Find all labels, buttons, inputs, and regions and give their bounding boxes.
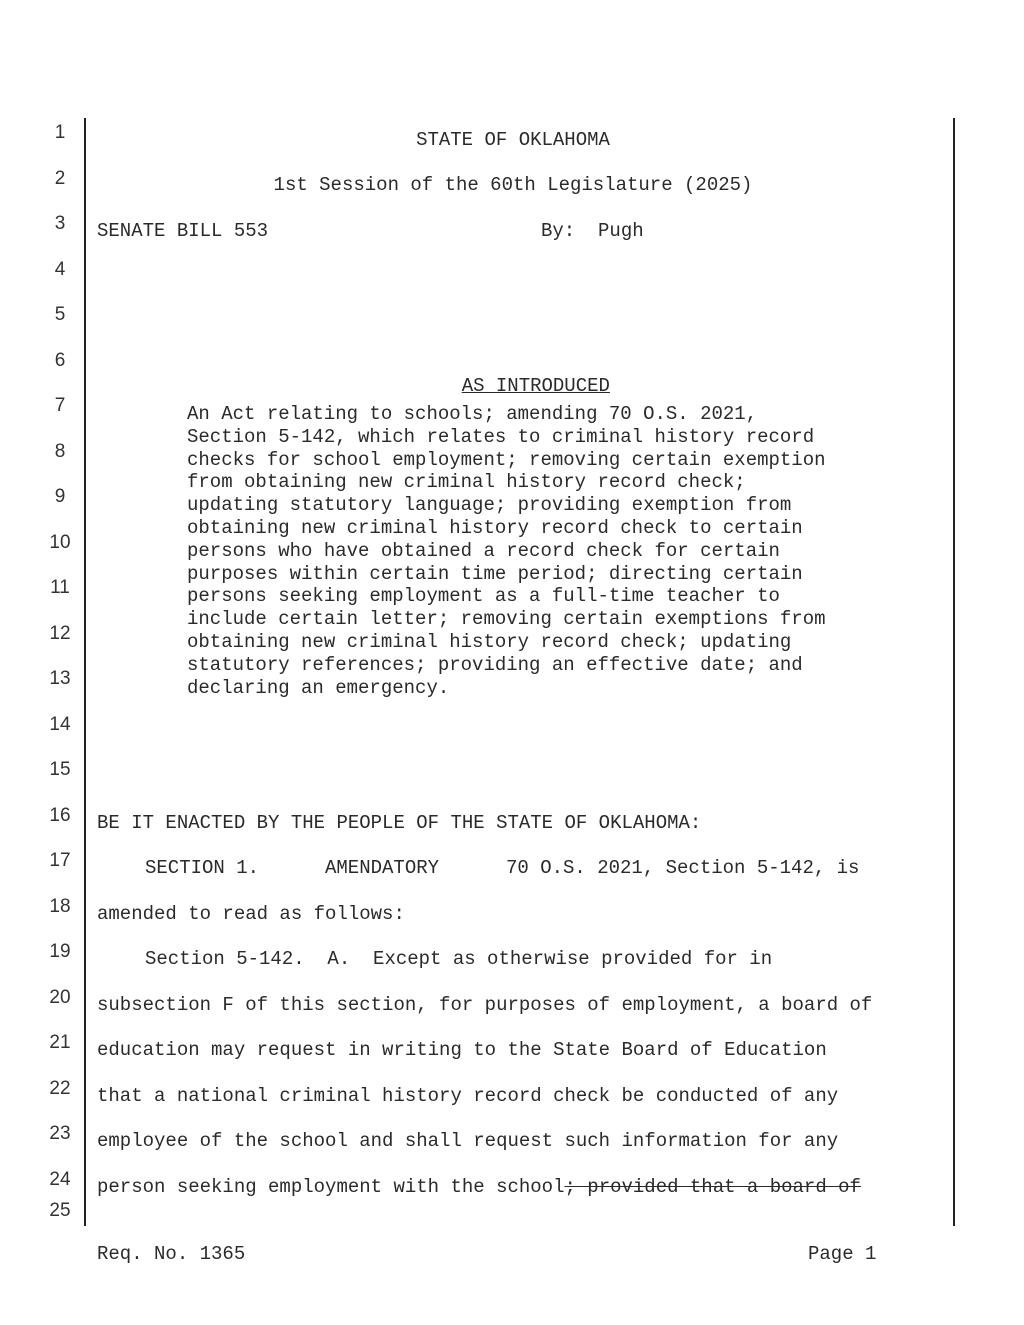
section-continuation: amended to read as follows: bbox=[97, 903, 405, 925]
body-line: subsection F of this section, for purposes of employment, a board of bbox=[97, 994, 873, 1016]
bill-number: SENATE BILL 553 bbox=[97, 220, 269, 242]
struck-text: ; provided that a board of bbox=[564, 1176, 861, 1198]
line-number: 7 bbox=[54, 395, 66, 416]
line-number: 3 bbox=[54, 213, 66, 234]
line-number: 12 bbox=[49, 623, 71, 644]
line-number: 13 bbox=[49, 668, 71, 689]
line-number: 24 bbox=[49, 1169, 71, 1190]
line-number-cut-off: 25 bbox=[49, 1200, 71, 1221]
line-number: 6 bbox=[54, 350, 66, 371]
section-citation: 70 O.S. 2021, Section 5-142, is bbox=[506, 857, 860, 879]
line-number: 2 bbox=[54, 168, 66, 189]
section-type: AMENDATORY bbox=[325, 857, 440, 879]
body-line: employee of the school and shall request such information for any bbox=[97, 1130, 839, 1152]
section-label: SECTION 1. bbox=[145, 857, 260, 879]
line-number: 16 bbox=[49, 805, 71, 826]
enacting-clause: BE IT ENACTED BY THE PEOPLE OF THE STATE OF OKLAHOMA: bbox=[97, 812, 702, 834]
line-number: 1 bbox=[54, 122, 66, 143]
line-number: 4 bbox=[54, 259, 66, 280]
line-number: 22 bbox=[49, 1078, 71, 1099]
state-heading: STATE OF OKLAHOMA bbox=[416, 129, 610, 151]
line-number: 19 bbox=[49, 941, 71, 962]
last-line-text: person seeking employment with the school bbox=[97, 1176, 565, 1198]
bill-abstract: An Act relating to schools; amending 70 O.S. 2021, Section 5-142, which relates to criminal history record checks for school employment; removing certain exemption from obtaining new criminal history record check; updating statutory language; providing exemption from obtaining new criminal history record check to certain persons who have obtained a record check for certain purposes within certain time period; directing certain persons seeking employment as a full-time teacher to include certain letter; removing certain exemptions from obtaining new criminal history record check; updating statutory references; providing an effective date; and declaring an emergency. bbox=[187, 403, 826, 699]
body-line: Section 5-142. A. Except as otherwise provided for in bbox=[145, 948, 773, 970]
line-number: 8 bbox=[54, 441, 66, 462]
bill-status: AS INTRODUCED bbox=[461, 375, 610, 397]
body-line: that a national criminal history record check be conducted of any bbox=[97, 1085, 839, 1107]
right-margin-rule bbox=[953, 118, 955, 1226]
request-number: Req. No. 1365 bbox=[97, 1243, 246, 1265]
line-number: 9 bbox=[54, 486, 66, 507]
body-line: education may request in writing to the State Board of Education bbox=[97, 1039, 827, 1061]
line-number: 14 bbox=[49, 714, 71, 735]
line-number: 23 bbox=[49, 1123, 71, 1144]
session-heading: 1st Session of the 60th Legislature (2025) bbox=[273, 174, 753, 196]
page-number: Page 1 bbox=[808, 1243, 877, 1265]
body-line-last bbox=[97, 1178, 861, 1197]
bill-author: By: Pugh bbox=[541, 220, 644, 242]
line-number: 11 bbox=[50, 577, 70, 598]
line-number: 21 bbox=[49, 1032, 71, 1053]
line-number: 20 bbox=[49, 987, 71, 1008]
line-number: 17 bbox=[49, 850, 71, 871]
line-number: 18 bbox=[49, 896, 71, 917]
line-number: 5 bbox=[54, 304, 66, 325]
line-number: 10 bbox=[49, 532, 71, 553]
line-number: 15 bbox=[49, 759, 71, 780]
left-margin-rule bbox=[84, 118, 86, 1226]
